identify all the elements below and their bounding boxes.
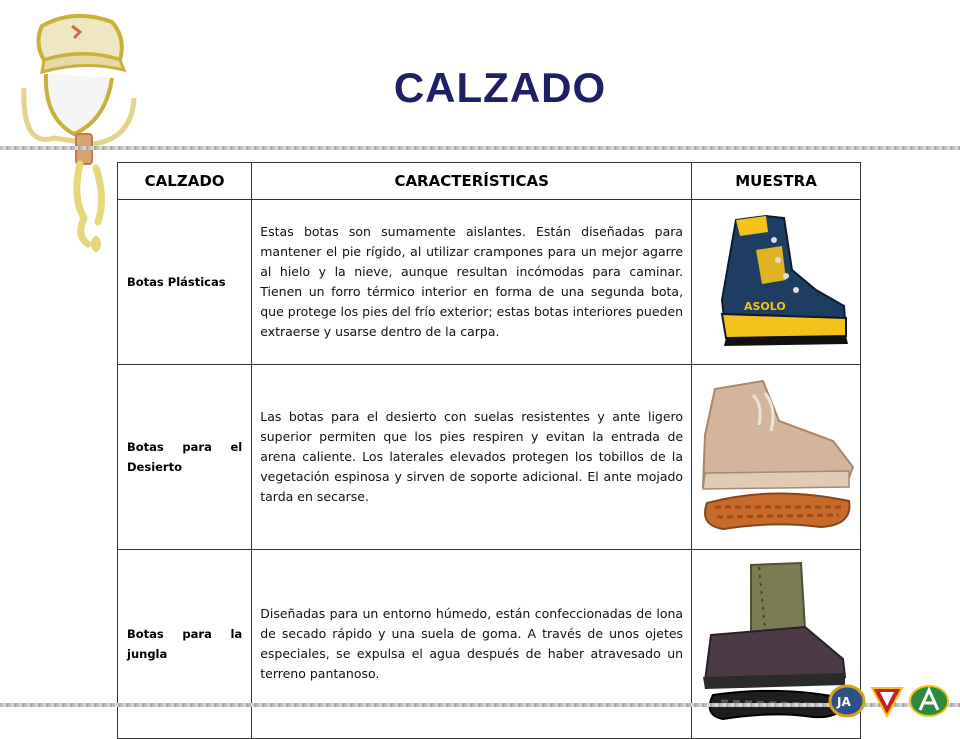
table-row — [118, 550, 861, 739]
boot-name: Botas para la jungla — [118, 550, 252, 739]
boot-image-cell — [692, 365, 861, 550]
header-muestra: MUESTRA — [692, 163, 861, 200]
ja-badge-text: JA — [837, 695, 851, 709]
plastic-boot-image — [696, 210, 856, 350]
top-divider — [0, 146, 960, 150]
boot-description: Las botas para el desierto con suelas resistentes y ante ligero superior permiten que los pies respiren y evitan la entrada de arena caliente. Los laterales elevados protegen los tobillos de la vegetación espinosa y sirven de soporte adicional. El ante mojado tarda en secarse. — [252, 365, 692, 550]
bottom-divider — [0, 703, 960, 707]
boot-description: Estas botas son sumamente aislantes. Están diseñadas para mantener el pie rígido, al utilizar crampones para un mejor agarre al hielo y la nieve, aunque resultan incómodas para caminar. Tienen un forro térmico interior en forma de una segunda bota, que protege los pies del frío exterior; estas botas interiores pueden extraerse y usarse dentro de la carpa. — [252, 200, 692, 365]
page-title: CALZADO — [393, 64, 607, 111]
boot-brand-label: ASOLO — [744, 300, 786, 313]
table-row — [118, 200, 861, 365]
footwear-table — [117, 162, 861, 739]
table-header-row — [118, 163, 861, 200]
ja-badge-icon — [828, 684, 866, 718]
badge-group — [828, 684, 950, 718]
table-row — [118, 365, 861, 550]
boot-name: Botas Plásticas — [118, 200, 252, 365]
pathfinder-triangle-icon — [870, 684, 904, 718]
boot-description: Diseñadas para un entorno húmedo, están confeccionadas de lona de secado rápido y una suela de goma. A través de unos ojetes especiales, se expulsa el agua después de haber atravesado un terreno pantanoso. — [252, 550, 692, 739]
adventurer-badge-icon — [908, 684, 950, 718]
boot-image-cell — [692, 200, 861, 365]
desert-boot-image — [693, 375, 859, 535]
header-caracteristicas: CARACTERÍSTICAS — [252, 163, 692, 200]
header-calzado: CALZADO — [118, 163, 252, 200]
boot-name: Botas para el Desierto — [118, 365, 252, 550]
